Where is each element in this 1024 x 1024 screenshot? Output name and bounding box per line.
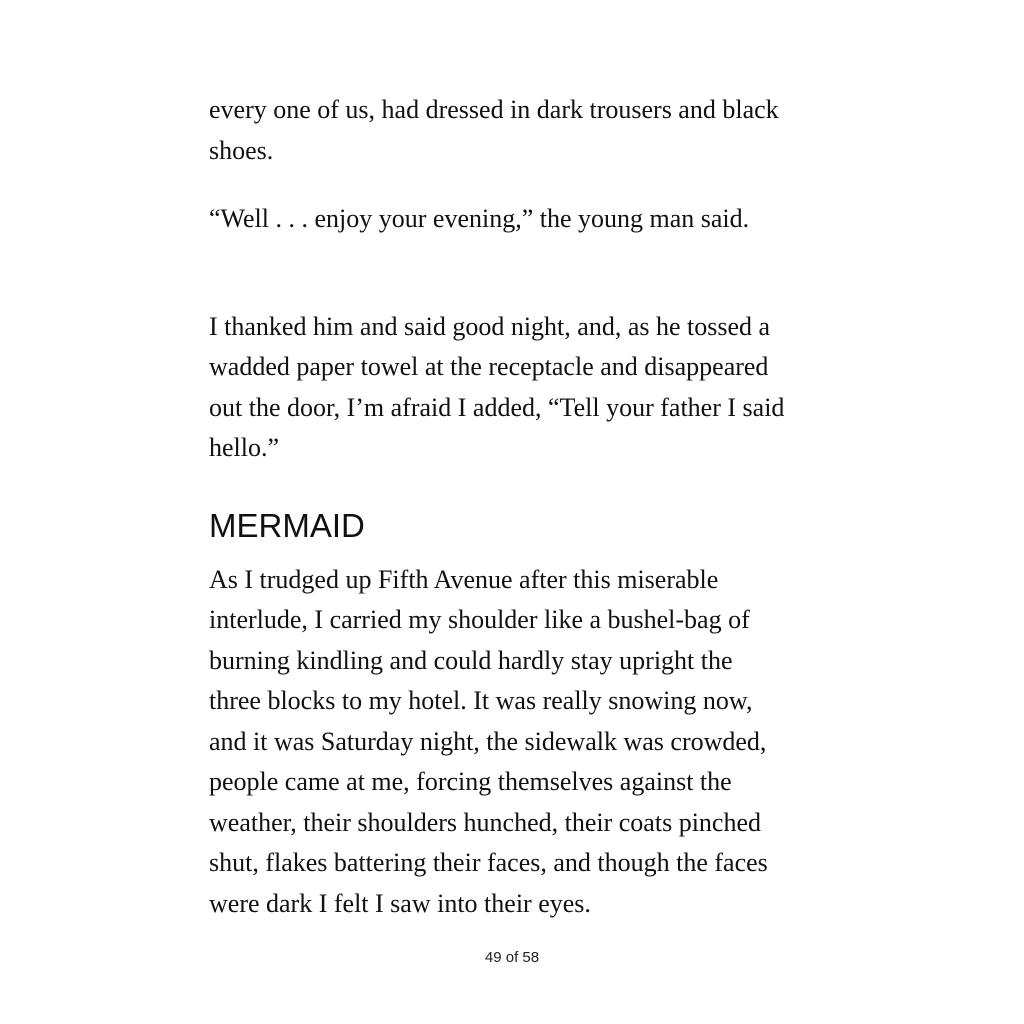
document-page <box>209 90 829 924</box>
text-line: people came at me, forcing themselves against the <box>209 767 732 796</box>
text-line: I thanked him and said good night, and, as he tossed a <box>209 311 771 341</box>
text-line: interlude, I carried my shoulder like a bushel-bag of <box>209 605 750 634</box>
text-line: weather, their shoulders hunched, their coats pinched <box>209 807 761 837</box>
text-line: three blocks to my hotel. It was really snowing now, <box>209 686 753 715</box>
section-heading: MERMAID <box>209 506 365 544</box>
text-line: “Well . . . enjoy your evening,” the young man said. <box>209 204 750 233</box>
text-line: wadded paper towel at the receptacle and disappeared <box>209 352 769 381</box>
text-line: burning kindling and could hardly stay upright the <box>209 645 733 675</box>
paragraph <box>209 307 829 469</box>
paragraph <box>209 199 829 240</box>
page-indicator: 49 of 58 <box>484 949 540 966</box>
paragraph <box>209 90 829 171</box>
text-line: every one of us, had dressed in dark trousers and black <box>209 95 779 124</box>
text-line: and it was Saturday night, the sidewalk was crowded, <box>209 726 767 756</box>
text-line: As I trudged up Fifth Avenue after this miserable <box>209 564 719 594</box>
section-paragraph <box>209 560 829 925</box>
text-line: shut, flakes battering their faces, and though the faces <box>209 848 768 877</box>
text-line: shoes. <box>209 135 274 165</box>
text-line: were dark I felt I saw into their eyes. <box>209 888 591 918</box>
text-line: out the door, I’m afraid I added, “Tell your father I said <box>209 392 785 422</box>
text-line: hello.” <box>209 433 280 462</box>
